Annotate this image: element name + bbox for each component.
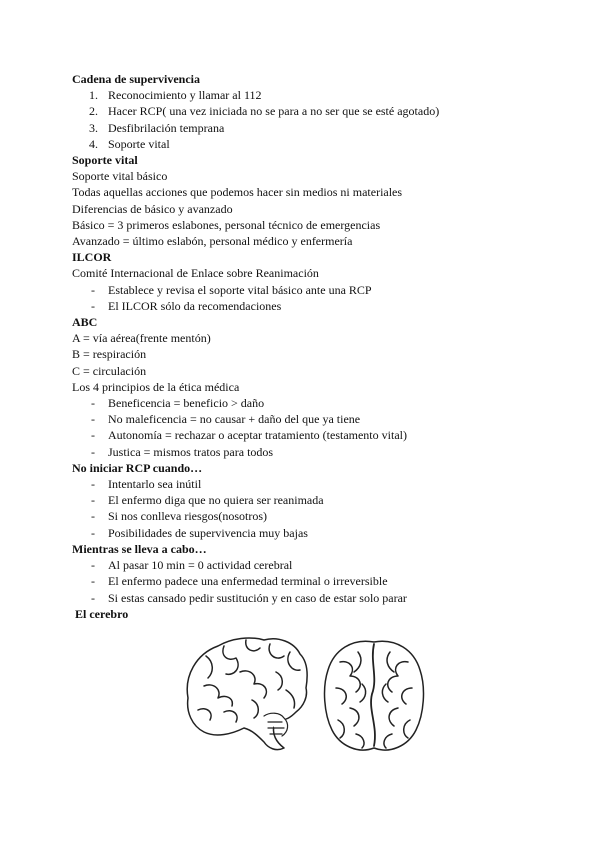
list-item — [72, 427, 542, 443]
list-item-text: Si estas cansado pedir sustitución y en caso de estar solo parar — [108, 590, 407, 605]
text-line: B = respiración — [72, 347, 147, 362]
text-line: Básico = 3 primeros eslabones, personal técnico de emergencias — [72, 217, 381, 232]
list-item-text: Al pasar 10 min = 0 actividad cerebral — [108, 558, 293, 573]
text-line: Diferencias de básico y avanzado — [72, 201, 233, 216]
heading-no-iniciar: No iniciar RCP cuando… — [72, 460, 203, 475]
brain-illustrations — [180, 632, 440, 762]
list-item-text: Reconocimiento y llamar al 112 — [108, 88, 262, 103]
list-item — [72, 411, 542, 427]
list-marker: - — [91, 590, 95, 605]
heading-ilcor: ILCOR — [72, 250, 112, 265]
text-line: Los 4 principios de la ética médica — [72, 379, 240, 394]
list-item-text: Justica = mismos tratos para todos — [108, 444, 274, 459]
text-line: C = circulación — [72, 363, 147, 378]
list-marker: - — [91, 477, 95, 492]
list-item — [72, 525, 542, 541]
heading-cadena: Cadena de supervivencia — [72, 72, 201, 86]
list-item — [72, 508, 542, 524]
list-marker: - — [91, 509, 95, 524]
list-item-text: El enfermo diga que no quiera ser reanimada — [108, 493, 324, 508]
brain-top-view-icon — [325, 641, 424, 750]
list-item-text: Beneficencia = beneficio > daño — [108, 396, 265, 411]
list-item-text: Soporte vital — [108, 136, 170, 151]
list-item-text: El enfermo padece una enfermedad terminal o irreversible — [108, 574, 388, 589]
list-marker: - — [91, 298, 95, 313]
list-item — [72, 282, 542, 298]
list-marker: - — [91, 396, 95, 411]
text-line: Avanzado = último eslabón, personal médico y enfermería — [72, 234, 353, 249]
list-item — [72, 492, 542, 508]
list-marker: - — [91, 558, 95, 573]
list-item — [72, 120, 542, 136]
text-line: Comité Internacional de Enlace sobre Reanimación — [72, 266, 319, 281]
list-item-text: Intentarlo sea inútil — [108, 477, 202, 492]
document-body — [72, 71, 542, 622]
list-item-text: El ILCOR sólo da recomendaciones — [108, 298, 282, 313]
list-marker: - — [91, 428, 95, 443]
list-item — [72, 444, 542, 460]
brain-side-view-icon — [187, 638, 307, 750]
list-item — [72, 298, 542, 314]
list-item-text: Posibilidades de supervivencia muy bajas — [108, 525, 308, 540]
list-marker: - — [91, 525, 95, 540]
list-marker: 1. — [89, 88, 98, 103]
list-marker: 2. — [89, 104, 98, 119]
heading-cerebro: El cerebro — [75, 606, 129, 621]
list-item — [72, 103, 542, 119]
text-line: Soporte vital básico — [72, 169, 168, 184]
list-item-text: No maleficencia = no causar + daño del que ya tiene — [108, 412, 361, 427]
list-item-text: Si nos conlleva riesgos(nosotros) — [108, 509, 267, 524]
list-marker: 3. — [89, 120, 98, 135]
list-marker: 4. — [89, 136, 98, 151]
heading-soporte: Soporte vital — [72, 153, 138, 168]
list-item — [72, 136, 542, 152]
list-marker: - — [91, 282, 95, 297]
list-item — [72, 557, 542, 573]
list-item-text: Desfibrilación temprana — [108, 120, 225, 135]
list-item — [72, 395, 542, 411]
list-item — [72, 590, 542, 606]
list-item-text: Establece y revisa el soporte vital básico ante una RCP — [108, 282, 372, 297]
list-item-text: Hacer RCP( una vez iniciada no se para a no ser que se esté agotado) — [108, 104, 440, 119]
heading-mientras: Mientras se lleva a cabo… — [72, 541, 207, 556]
heading-abc: ABC — [72, 315, 98, 330]
list-marker: - — [91, 574, 95, 589]
list-marker: - — [91, 412, 95, 427]
text-line: Todas aquellas acciones que podemos hacer sin medios ni materiales — [72, 185, 403, 200]
list-marker: - — [91, 444, 95, 459]
text-line: A = vía aérea(frente mentón) — [72, 331, 211, 346]
list-item — [72, 573, 542, 589]
list-item-text: Autonomía = rechazar o aceptar tratamiento (testamento vital) — [108, 428, 407, 443]
list-item — [72, 87, 542, 103]
list-item — [72, 476, 542, 492]
list-marker: - — [91, 493, 95, 508]
